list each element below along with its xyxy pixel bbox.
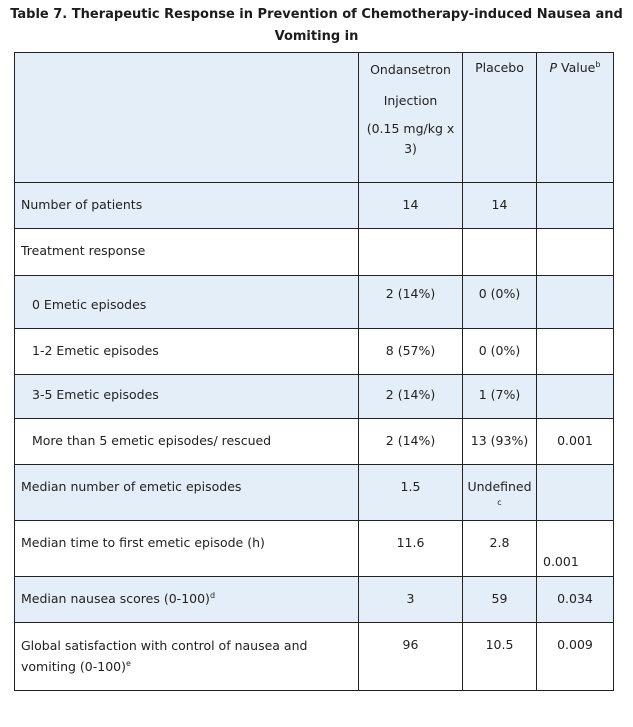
row-pvalue: [537, 329, 614, 375]
row-ondansetron: 2 (14%): [359, 375, 463, 419]
header-empty-cell: [15, 53, 359, 183]
table-row: [15, 329, 614, 375]
header-pvalue-footnote: b: [595, 59, 601, 69]
row-placebo: 59: [463, 577, 537, 623]
results-table: [14, 52, 614, 691]
row-ondansetron: 1.5: [359, 465, 463, 521]
row-label: [15, 623, 359, 691]
row-label-footnote: e: [125, 658, 131, 668]
row-label-text: Median nausea scores (0-100): [21, 591, 210, 606]
row-ondansetron: 2 (14%): [359, 419, 463, 465]
header-ondansetron-line1: Ondansetron: [370, 62, 451, 77]
row-placebo: 1 (7%): [463, 375, 537, 419]
row-ondansetron: 11.6: [359, 521, 463, 577]
table-row: [15, 183, 614, 229]
table-row: [15, 623, 614, 691]
header-ondansetron-line2: Injection: [383, 93, 438, 108]
row-placebo: 0 (0%): [463, 276, 537, 329]
table-row: [15, 465, 614, 521]
table-row: [15, 521, 614, 577]
header-row: [15, 53, 614, 183]
row-pvalue: [537, 375, 614, 419]
row-ondansetron: 8 (57%): [359, 329, 463, 375]
row-pvalue: 0.034: [537, 577, 614, 623]
row-label: [15, 577, 359, 623]
row-ondansetron: 3: [359, 577, 463, 623]
row-label: 1-2 Emetic episodes: [15, 329, 359, 375]
row-pvalue: [537, 276, 614, 329]
table-row: [15, 577, 614, 623]
row-label: Median time to first emetic episode (h): [15, 521, 359, 577]
table-row: [15, 419, 614, 465]
row-pvalue: 0.001: [537, 521, 614, 577]
header-placebo: Placebo: [463, 53, 537, 183]
row-placebo: 10.5: [463, 623, 537, 691]
row-placebo: [463, 229, 537, 276]
row-placebo: 13 (93%): [463, 419, 537, 465]
row-label: Treatment response: [15, 229, 359, 276]
header-ondansetron-line4: 3): [404, 141, 417, 156]
table-row: [15, 229, 614, 276]
row-ondansetron: 96: [359, 623, 463, 691]
row-label-line2: [21, 656, 358, 677]
row-label-line2-text: vomiting (0-100): [21, 659, 126, 674]
row-label-line1: Global satisfaction with control of nausea and: [21, 638, 308, 653]
table-row: [15, 276, 614, 329]
row-placebo-value: Undefined: [467, 479, 532, 494]
row-label: 0 Emetic episodes: [15, 276, 359, 329]
row-pvalue: 0.009: [537, 623, 614, 691]
header-pvalue-p: P: [549, 60, 558, 75]
header-pvalue: [537, 53, 614, 183]
row-ondansetron: 2 (14%): [359, 276, 463, 329]
row-label-footnote: d: [209, 590, 216, 600]
caption-line-1: Table 7. Therapeutic Response in Prevention of Chemotherapy-induced Nausea and Vomiting in: [10, 7, 623, 44]
row-pvalue: [537, 229, 614, 276]
row-placebo: [463, 465, 537, 521]
row-pvalue: 0.001: [537, 419, 614, 465]
row-ondansetron: [359, 229, 463, 276]
row-ondansetron: 14: [359, 183, 463, 229]
row-label: More than 5 emetic episodes/ rescued: [15, 419, 359, 465]
header-ondansetron-line3: (0.15 mg/kg x: [366, 121, 455, 136]
row-label: Median number of emetic episodes: [15, 465, 359, 521]
row-label: Number of patients: [15, 183, 359, 229]
row-placebo: 14: [463, 183, 537, 229]
row-pvalue: [537, 465, 614, 521]
header-ondansetron: [359, 53, 463, 183]
row-pvalue: [537, 183, 614, 229]
row-placebo: 2.8: [463, 521, 537, 577]
row-label: 3-5 Emetic episodes: [15, 375, 359, 419]
row-placebo-footnote: c: [497, 498, 502, 507]
table-row: [15, 375, 614, 419]
header-pvalue-text: Value: [557, 60, 596, 75]
row-placebo: 0 (0%): [463, 329, 537, 375]
